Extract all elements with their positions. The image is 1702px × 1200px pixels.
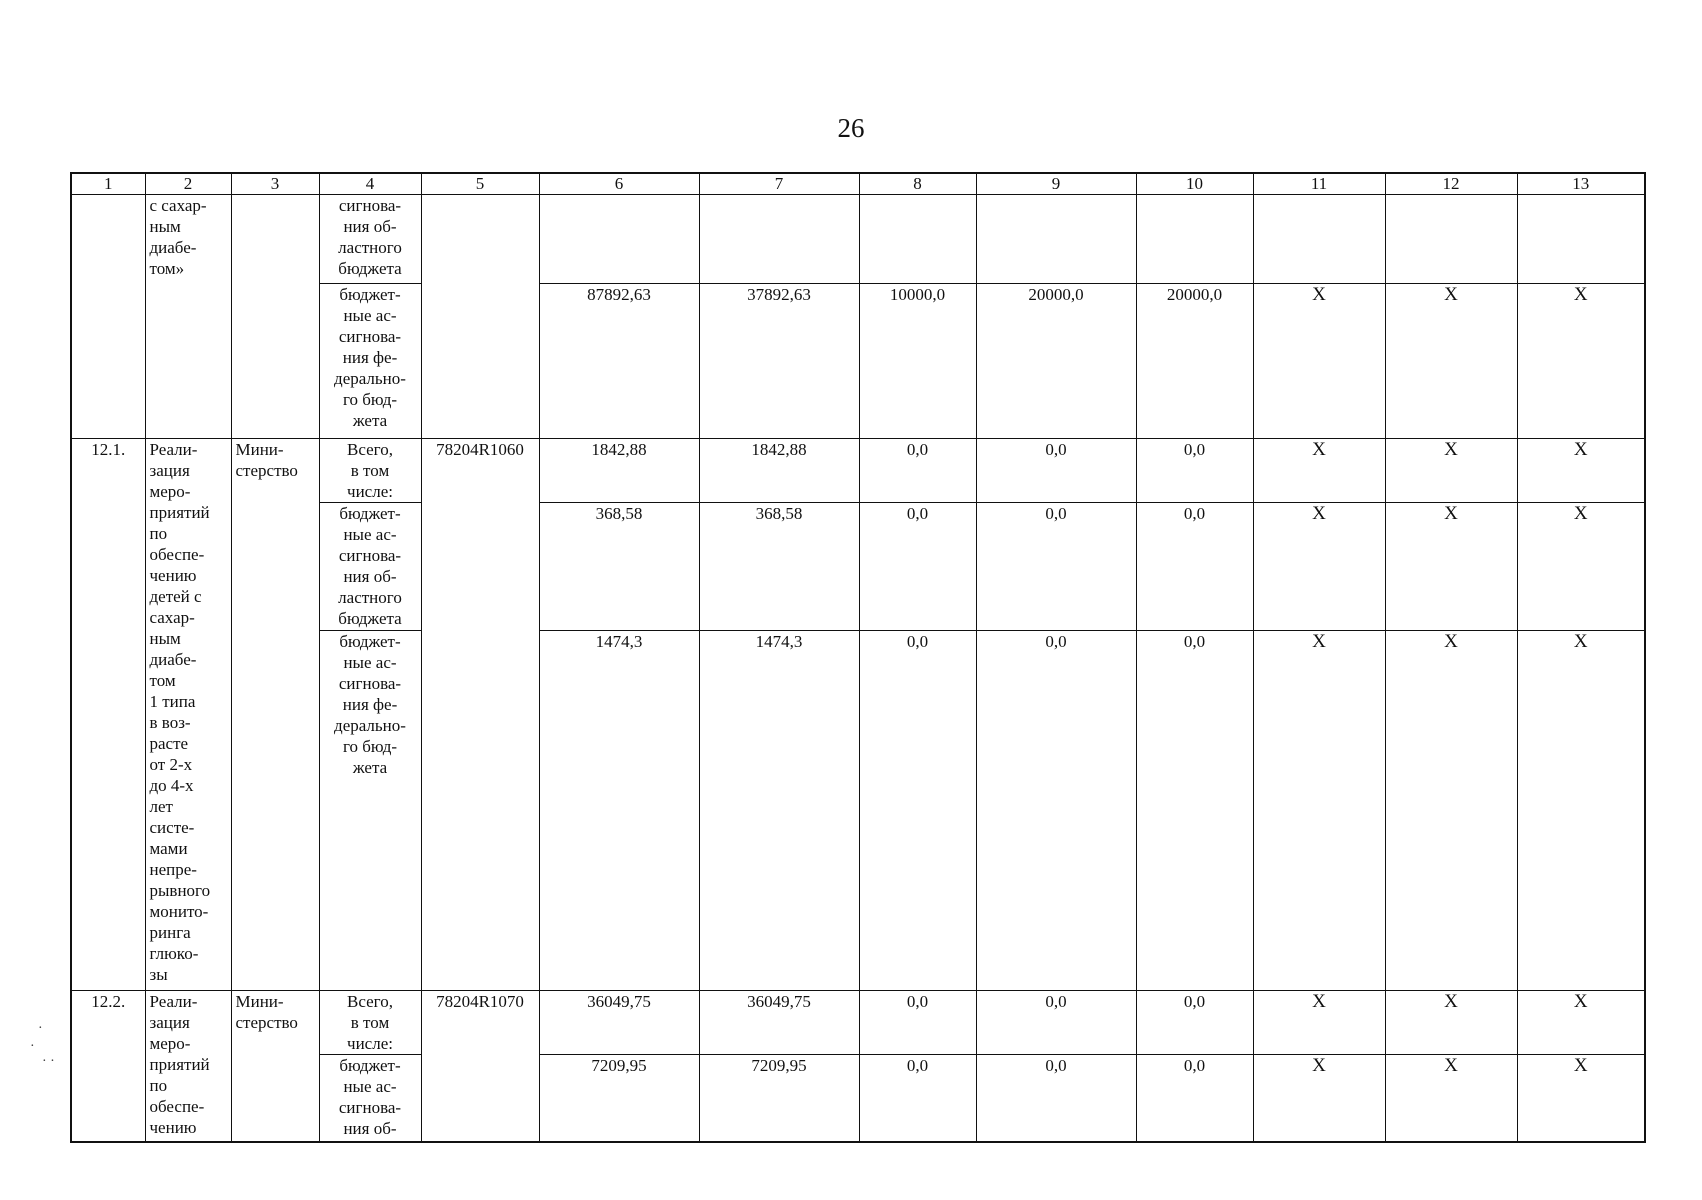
funding-source: бюджет- ные ас- сигнова- ния фе- дерально- го бюд- жета (319, 631, 421, 991)
funding-source: бюджет- ные ас- сигнова- ния об- ластного бюджета (319, 503, 421, 631)
value-col8: 0,0 (859, 1055, 976, 1142)
column-number: 1 (71, 173, 145, 195)
value-col9: 0,0 (976, 1055, 1136, 1142)
value-col9: 20000,0 (976, 284, 1136, 439)
measure-name: Реали- зация меро- приятий по обеспе- чению детей с сахар- ным диабе- том 1 типа в воз- расте от 2-х до 4-х лет систе- мами непре- рывного монито- ринга глюко- зы (145, 439, 231, 991)
funding-source: бюджет- ные ас- сигнова- ния об- (319, 1055, 421, 1142)
column-number: 7 (699, 173, 859, 195)
scan-speck: · (38, 1021, 43, 1036)
column-number: 11 (1253, 173, 1385, 195)
value-col11: X (1253, 284, 1385, 439)
value-col10: 0,0 (1136, 503, 1253, 631)
value-col7: 368,58 (699, 503, 859, 631)
value-col13: X (1517, 503, 1645, 631)
column-number: 2 (145, 173, 231, 195)
value-col7: 7209,95 (699, 1055, 859, 1142)
value-col11: X (1253, 1055, 1385, 1142)
value-col8: 10000,0 (859, 284, 976, 439)
value-col8 (859, 195, 976, 284)
column-number: 13 (1517, 173, 1645, 195)
value-col10: 0,0 (1136, 1055, 1253, 1142)
value-col13: X (1517, 439, 1645, 503)
scan-speck: · (30, 1039, 35, 1054)
value-col11: X (1253, 439, 1385, 503)
table-row (71, 195, 1645, 284)
funding-source: бюджет- ные ас- сигнова- ния фе- дерально- го бюд- жета (319, 284, 421, 439)
value-col13 (1517, 195, 1645, 284)
value-col12: X (1385, 991, 1517, 1055)
value-col7 (699, 195, 859, 284)
column-number: 8 (859, 173, 976, 195)
column-number: 4 (319, 173, 421, 195)
value-col12: X (1385, 631, 1517, 991)
measure-name: с сахар- ным диабе- том» (145, 195, 231, 439)
value-col6: 368,58 (539, 503, 699, 631)
value-col12: X (1385, 503, 1517, 631)
table-row (71, 991, 1645, 1055)
value-col12: X (1385, 284, 1517, 439)
value-col8: 0,0 (859, 991, 976, 1055)
value-col8: 0,0 (859, 439, 976, 503)
value-col8: 0,0 (859, 631, 976, 991)
value-col10: 0,0 (1136, 439, 1253, 503)
value-col13: X (1517, 284, 1645, 439)
budget-code: 78204R1070 (421, 991, 539, 1142)
value-col6 (539, 195, 699, 284)
value-col13: X (1517, 631, 1645, 991)
row-number: 12.1. (71, 439, 145, 991)
row-number (71, 195, 145, 439)
value-col13: X (1517, 991, 1645, 1055)
value-col10 (1136, 195, 1253, 284)
scan-speck: · · (42, 1054, 55, 1069)
column-number: 9 (976, 173, 1136, 195)
value-col13: X (1517, 1055, 1645, 1142)
value-col7: 36049,75 (699, 991, 859, 1055)
value-col6: 1474,3 (539, 631, 699, 991)
value-col12: X (1385, 439, 1517, 503)
budget-code: 78204R1060 (421, 439, 539, 991)
value-col10: 20000,0 (1136, 284, 1253, 439)
value-col9: 0,0 (976, 631, 1136, 991)
funding-source: Всего, в том числе: (319, 439, 421, 503)
value-col11: X (1253, 503, 1385, 631)
funding-source: сигнова- ния об- ластного бюджета (319, 195, 421, 284)
value-col9: 0,0 (976, 991, 1136, 1055)
budget-code (421, 195, 539, 439)
executor (231, 195, 319, 439)
value-col11 (1253, 195, 1385, 284)
value-col7: 1474,3 (699, 631, 859, 991)
column-number: 12 (1385, 173, 1517, 195)
value-col6: 87892,63 (539, 284, 699, 439)
table-row (71, 439, 1645, 503)
budget-table (70, 172, 1646, 1143)
column-number: 10 (1136, 173, 1253, 195)
value-col9: 0,0 (976, 503, 1136, 631)
column-number: 6 (539, 173, 699, 195)
value-col8: 0,0 (859, 503, 976, 631)
executor: Мини- стерство (231, 439, 319, 991)
measure-name: Реали- зация меро- приятий по обеспе- чению (145, 991, 231, 1142)
value-col10: 0,0 (1136, 631, 1253, 991)
column-number: 3 (231, 173, 319, 195)
value-col9 (976, 195, 1136, 284)
value-col7: 1842,88 (699, 439, 859, 503)
value-col9: 0,0 (976, 439, 1136, 503)
value-col6: 7209,95 (539, 1055, 699, 1142)
column-number-row (71, 173, 1645, 195)
value-col12 (1385, 195, 1517, 284)
value-col6: 1842,88 (539, 439, 699, 503)
value-col10: 0,0 (1136, 991, 1253, 1055)
value-col6: 36049,75 (539, 991, 699, 1055)
value-col11: X (1253, 631, 1385, 991)
page-number: 26 (837, 113, 865, 143)
value-col7: 37892,63 (699, 284, 859, 439)
funding-source: Всего, в том числе: (319, 991, 421, 1055)
value-col11: X (1253, 991, 1385, 1055)
executor: Мини- стерство (231, 991, 319, 1142)
value-col12: X (1385, 1055, 1517, 1142)
row-number: 12.2. (71, 991, 145, 1142)
column-number: 5 (421, 173, 539, 195)
